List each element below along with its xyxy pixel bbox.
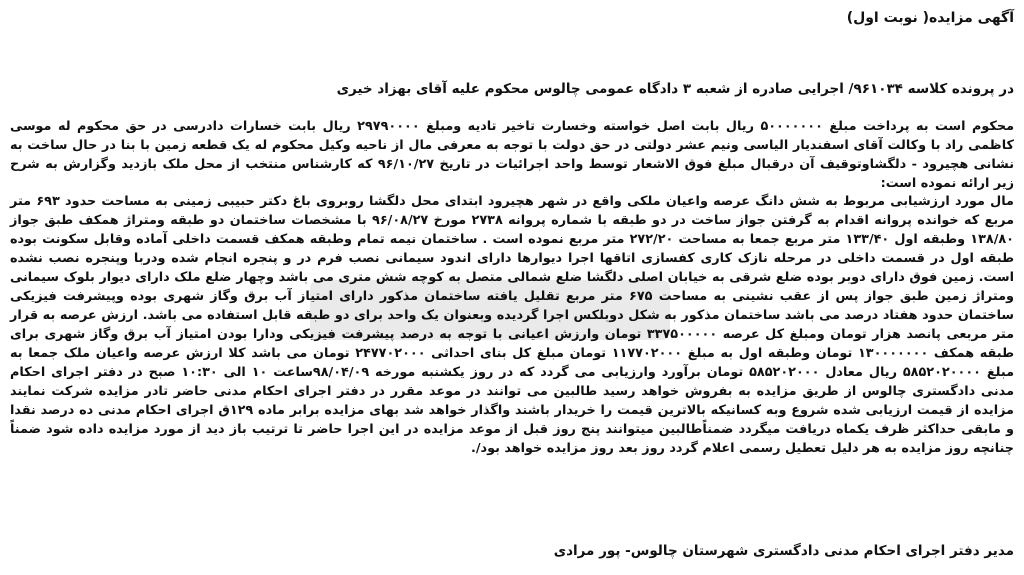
judgment-paragraph: محکوم است به پرداخت مبلغ ۵۰۰۰۰۰۰۰ ریال بابت اصل خواسته وخسارت تاخیر تادیه ومبلغ ۲۹۷۹۰۰۰۰ ریال بابت خسارات دادرسی در حق محکوم له موسی کاظمی راد با وکالت آقای اسفندیار الیاسی ونیم عشر دولتی در حق دولت با توجه به معرفی مال از ناحیه وکیل محکوم له یک قطعه زمین با بنا در حال ساخت به نشانی هچیرود - دلگشاوتوقیف آن درقبال مبلغ فوق الاشعار توسط واحد اجرائیات در تاریخ ۹۶/۱۰/۲۷ که کارشناس منتخب از محل ملک بازدید وگزارش به شرح زیر ارائه نموده است:: [10, 119, 1014, 191]
notice-title: آگهی مزایده( نوبت اول): [846, 10, 1014, 26]
case-reference-line: در پرونده کلاسه ۹۶۱۰۳۴/ اجرایی صادره از شعبه ۳ دادگاه عمومی چالوس محکوم علیه آقای بهزاد خیری: [336, 81, 1014, 97]
property-description-paragraph: مال مورد ارزشیابی مربوط به شش دانگ عرصه واعیان ملکی واقع در شهر هچیرود ابتدای محل دلگشا روبروی باغ دکتر حبیبی زمینی به مساحت حدود ۶۹۳ متر مربع که خوانده پروانه اقدام به گرفتن جواز ساخت در دو طبقه با شماره پروانه ۲۷۳۸ مورخ ۹۶/۰۸/۲۷ با مشخصات ساختمان دو طبقه ومتراژ همکف طبق جواز ۱۳۸/۸۰ وطبقه اول ۱۳۳/۴۰ متر مربع جمعا به مساحت ۲۷۲/۲۰ متر مربع نموده است . ساختمان نیمه تمام وطبقه همکف قسمت داخلی آماده وقابل سکونت بوده طبقه اول در قسمت داخلی در مرحله نازک کاری کفسازی اتاقها اجرا دیوارها دارای اندود سیمانی نصب فرم در و پنجره انجام شده ودربا وپنجره نصب نشده است. زمین فوق دارای دوبر بوده ضلع شرقی به خیابان اصلی دلگشا ضلع شمالی متصل به کوچه شش متری می باشد وچهار ضلع ملک دارای دیوار بلوک سیمانی ومتراژ زمین طبق جواز پس از عقب نشینی به مساحت ۶۷۵ متر مربع تقلیل یافته ساختمان مذکور دارای امتیاز آب برق وگاز شهری بوده وپیشرفت فیزیکی ساختمان حدود هفتاد درصد می باشد ساختمان مذکور به شکل دوبلکس اجرا گردیده وبعنوان یک واحد برای دو طبقه قابل استفاده می باشد. ارزش عرصه به قرار متر مربعی پانصد هزار تومان ومبلغ کل عرصه ۳۳۷۵۰۰۰۰۰ تومان وارزش اعیانی با توجه به درصد پیشرفت فیزیکی ودارا بودن امتیاز آب برق وگاز شهری برای طبقه همکف ۱۳۰۰۰۰۰۰۰ تومان وطبقه اول به مبلغ ۱۱۷۷۰۲۰۰۰ تومان مبلغ کل بنای احداثی ۲۴۷۷۰۲۰۰۰ تومان می باشد کلا ارزش عرصه واعیان ملک جمعا به مبلغ ۵۸۵۲۰۲۰۰۰۰ ریال معادل ۵۸۵۲۰۲۰۰۰ تومان برآورد وارزیابی می گردد که در روز یکشنبه مورخه ۹۸/۰۴/۰۹ساعت ۱۰ الی ۱۰:۳۰ صبح در دفتر اجرای احکام مدنی دادگستری چالوس از طریق مزایده به بفروش خواهد رسید طالبین می توانند در موعد مقرر در دفتر اجرای احکام مدنی حاضر تادر مزایده شرکت نمایند مزایده از قیمت ارزیابی شده شروع وبه کسانیکه بالاترین قیمت را خریدار باشند واگذار خواهد شد بهای مزایده برابر ماده ۱۲۹ق اجرای احکام مدنی ده درصد نقدا و مابقی حداکثر ظرف یکماه دریافت میگردد ضمناًطالبین میتوانند پنج روز قبل از موعد مزایده در این اجرا حاضر تا ترتیب باز دید از مورد مزایده داده شود ضمناً چنانچه روز مزایده به هر دلیل تعطیل رسمی اعلام گردد روز بعد روز مزایده خواهد بود/.: [10, 194, 1015, 456]
signature-line: مدیر دفتر اجرای احکام مدنی دادگستری شهرستان چالوس- پور مرادی: [553, 543, 1014, 559]
